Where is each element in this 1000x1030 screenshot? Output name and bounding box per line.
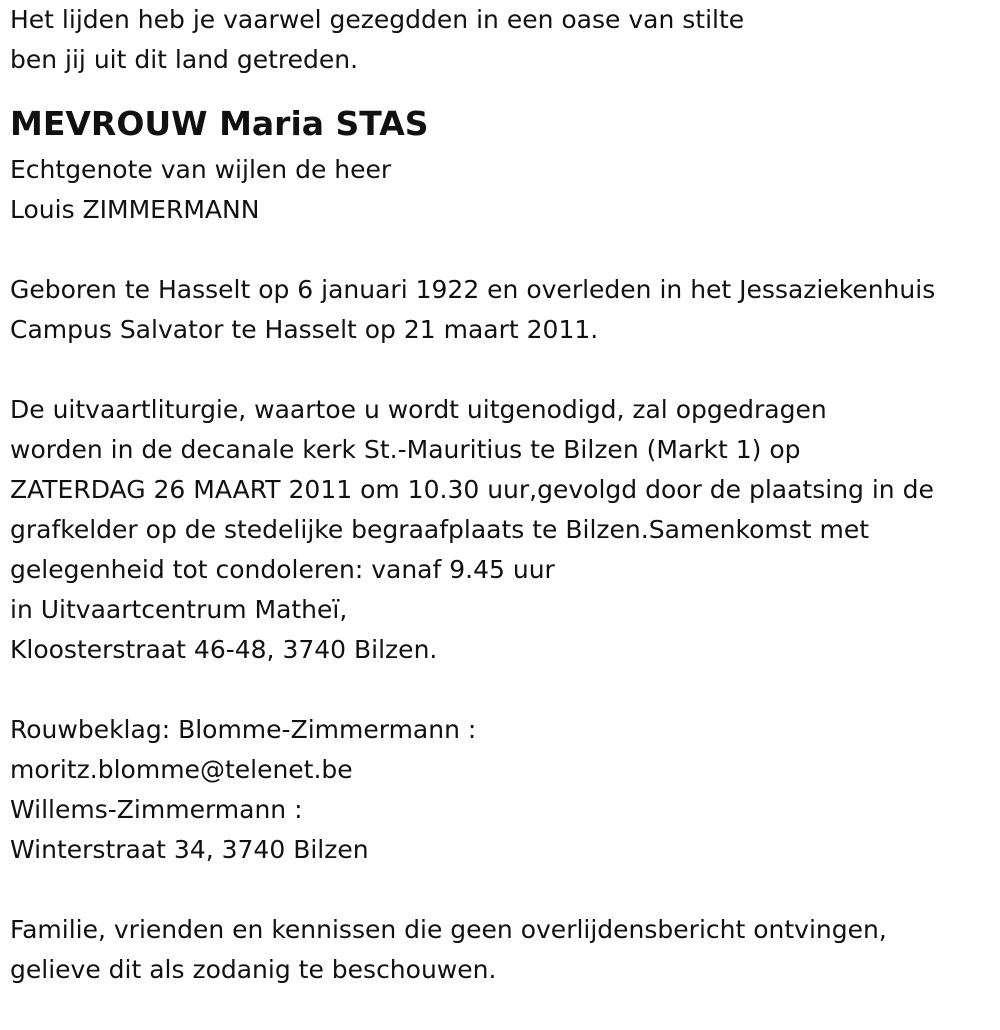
deceased-name: MEVROUW Maria STAS xyxy=(10,104,429,143)
birth-death-block xyxy=(10,270,995,350)
mourning-line: Rouwbeklag: Blomme-Zimmermann : xyxy=(10,715,477,744)
funeral-line: ZATERDAG 26 MAART 2011 om 10.30 uur,gevolgd door de plaatsing in de xyxy=(10,475,934,504)
closing-block xyxy=(10,910,995,990)
poem-line: Het lijden heb je vaarwel gezegdden in een oase van stilte xyxy=(10,5,745,34)
closing-line: gelieve dit als zodanig te beschouwen. xyxy=(10,955,497,984)
funeral-block xyxy=(10,390,995,670)
spacer xyxy=(10,230,995,270)
birth-death-line: Campus Salvator te Hasselt op 21 maart 2011. xyxy=(10,315,599,344)
spouse-line: Echtgenote van wijlen de heer xyxy=(10,155,392,184)
spacer xyxy=(10,670,995,710)
funeral-line: Kloosterstraat 46-48, 3740 Bilzen. xyxy=(10,635,438,664)
funeral-line: in Uitvaartcentrum Matheï, xyxy=(10,595,348,624)
funeral-line: gelegenheid tot condoleren: vanaf 9.45 uur xyxy=(10,555,555,584)
mourning-email: moritz.blomme@telenet.be xyxy=(10,755,353,784)
poem-line: ben jij uit dit land getreden. xyxy=(10,45,359,74)
mourning-address: Winterstraat 34, 3740 Bilzen xyxy=(10,835,369,864)
spouse-line: Louis ZIMMERMANN xyxy=(10,195,260,224)
poem-block xyxy=(10,0,995,80)
funeral-line: grafkelder op de stedelijke begraafplaats te Bilzen.Samenkomst met xyxy=(10,515,870,544)
funeral-line: De uitvaartliturgie, waartoe u wordt uitgenodigd, zal opgedragen xyxy=(10,395,827,424)
mourning-block xyxy=(10,710,995,870)
mourning-line: Willems-Zimmermann : xyxy=(10,795,303,824)
closing-line: Familie, vrienden en kennissen die geen overlijdensbericht ontvingen, xyxy=(10,915,887,944)
spacer xyxy=(10,350,995,390)
funeral-line: worden in de decanale kerk St.-Mauritius te Bilzen (Markt 1) op xyxy=(10,435,801,464)
spacer xyxy=(10,870,995,910)
spouse-block xyxy=(10,150,995,230)
obituary-notice xyxy=(10,0,995,990)
birth-death-line: Geboren te Hasselt op 6 januari 1922 en overleden in het Jessaziekenhuis xyxy=(10,275,936,304)
